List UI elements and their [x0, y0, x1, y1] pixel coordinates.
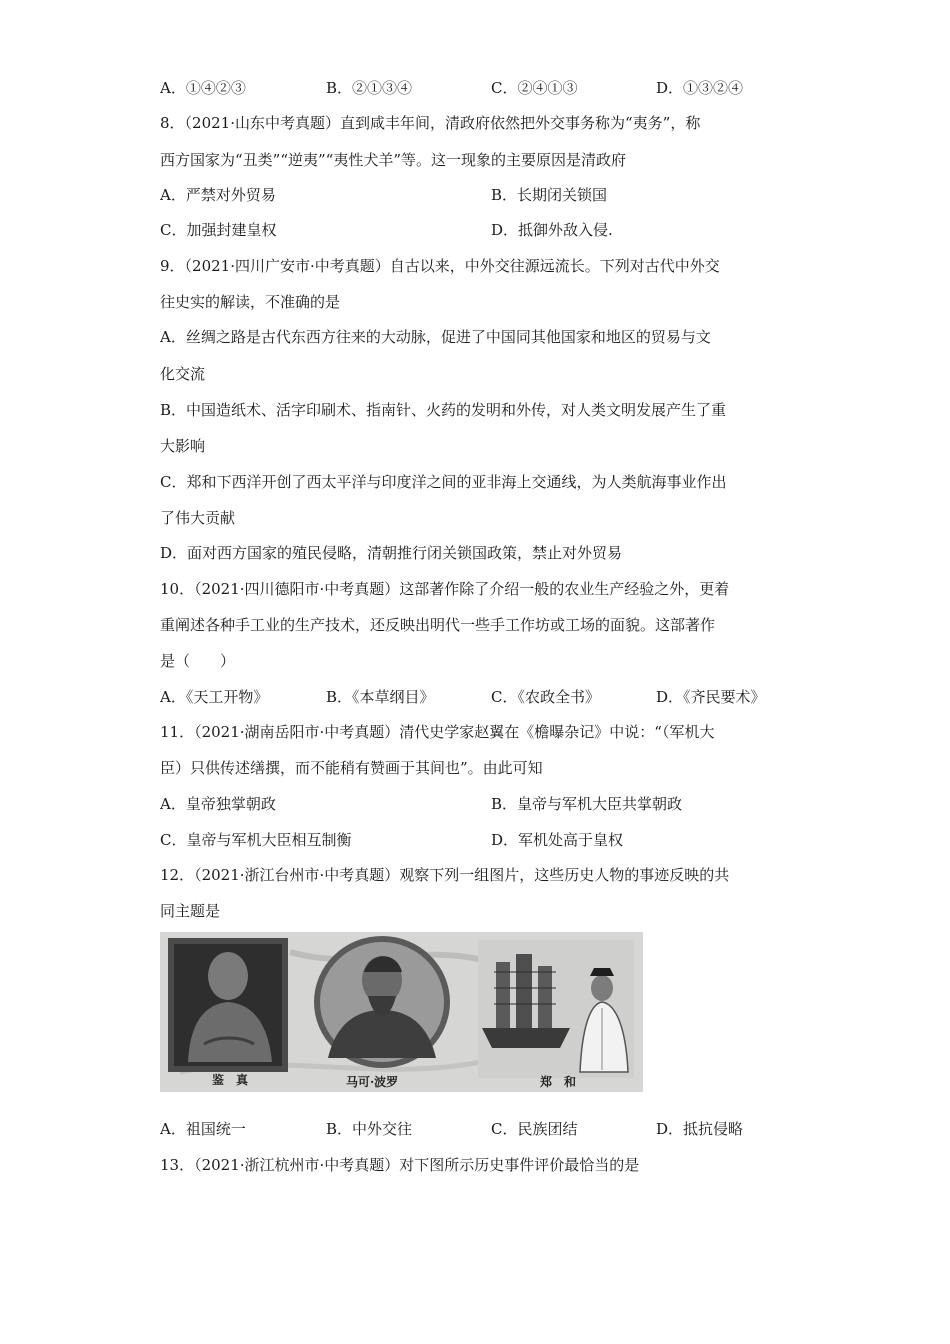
q9-option-a-line-2: 化交流 [160, 365, 206, 383]
q9-option-c-line-1: C．郑和下西洋开创了西太平洋与印度洋之间的亚非海上交通线，为人类航海事业作出 [160, 473, 727, 491]
q11-option-c: C．皇帝与军机大臣相互制衡 [160, 831, 352, 849]
q8-option-d: D．抵御外敌入侵. [491, 221, 613, 239]
caption-jianzhen: 鉴 真 [212, 1073, 249, 1087]
q8-option-a: A．严禁对外贸易 [160, 186, 276, 204]
caption-marco-polo: 马可·波罗 [346, 1075, 399, 1089]
q12-stem-line-1: 12．（2021·浙江台州市·中考真题）观察下列一组图片，这些历史人物的事迹反映的共 [160, 866, 730, 884]
caption-zheng-he: 郑 和 [540, 1075, 577, 1089]
q7-option-a: A．①④②③ [160, 79, 246, 97]
q13-stem-line-1: 13．（2021·浙江杭州市·中考真题）对下图所示历史事件评价最恰当的是 [160, 1156, 640, 1174]
q9-option-a-line-1: A．丝绸之路是古代东西方往来的大动脉，促进了中国同其他国家和地区的贸易与文 [160, 328, 711, 346]
q9-option-d: D．面对西方国家的殖民侵略，清朝推行闭关锁国政策，禁止对外贸易 [160, 544, 623, 562]
q9-stem-line-1: 9．（2021·四川广安市·中考真题）自古以来，中外交往源远流长。下列对古代中外交 [160, 257, 720, 275]
q11-option-b: B．皇帝与军机大臣共掌朝政 [491, 795, 683, 813]
q9-option-b-line-1: B．中国造纸术、活字印刷术、指南针、火药的发明和外传，对人类文明发展产生了重 [160, 401, 727, 419]
q10-stem-line-3: 是（ ） [160, 652, 236, 670]
historical-figures-image [160, 932, 643, 1092]
q7-option-d: D．①③②④ [656, 79, 744, 97]
q9-option-c-line-2: 了伟大贡献 [160, 509, 236, 527]
historical-figures-illustration [160, 932, 643, 1092]
q10-option-c: C．《农政全书》 [491, 688, 600, 706]
q9-stem-line-2: 往史实的解读，不准确的是 [160, 293, 341, 311]
q11-stem-line-1: 11．（2021·湖南岳阳市·中考真题）清代史学家赵翼在《檐曝杂记》中说：“（军机大 [160, 723, 715, 741]
q12-option-a: A．祖国统一 [160, 1120, 246, 1138]
q10-stem-line-1: 10．（2021·四川德阳市·中考真题）这部著作除了介绍一般的农业生产经验之外，更着 [160, 580, 730, 598]
q12-option-b: B．中外交往 [326, 1120, 413, 1138]
q10-option-b: B．《本草纲目》 [326, 688, 435, 706]
q12-option-d: D．抵抗侵略 [656, 1120, 744, 1138]
q8-option-b: B．长期闭关锁国 [491, 186, 608, 204]
q11-option-d: D．军机处高于皇权 [491, 831, 624, 849]
q9-option-b-line-2: 大影响 [160, 437, 206, 455]
q10-option-d: D．《齐民要术》 [656, 688, 766, 706]
q8-stem-line-1: 8．（2021·山东中考真题）直到咸丰年间，清政府依然把外交事务称为“夷务”，称 [160, 114, 701, 132]
q11-stem-line-2: 臣）只供传述缮撰，而不能稍有赞画于其间也”。由此可知 [160, 759, 543, 777]
q7-option-c: C．②④①③ [491, 79, 578, 97]
q8-stem-line-2: 西方国家为“丑类”“逆夷”“夷性犬羊”等。这一现象的主要原因是清政府 [160, 151, 627, 169]
q12-stem-line-2: 同主题是 [160, 902, 221, 920]
q7-option-b: B．②①③④ [326, 79, 413, 97]
q11-option-a: A．皇帝独掌朝政 [160, 795, 276, 813]
q8-option-c: C．加强封建皇权 [160, 221, 277, 239]
q10-stem-line-2: 重阐述各种手工业的生产技术，还反映出明代一些手工作坊或工场的面貌。这部著作 [160, 616, 716, 634]
q10-option-a: A．《天工开物》 [160, 688, 269, 706]
q12-option-c: C．民族团结 [491, 1120, 578, 1138]
